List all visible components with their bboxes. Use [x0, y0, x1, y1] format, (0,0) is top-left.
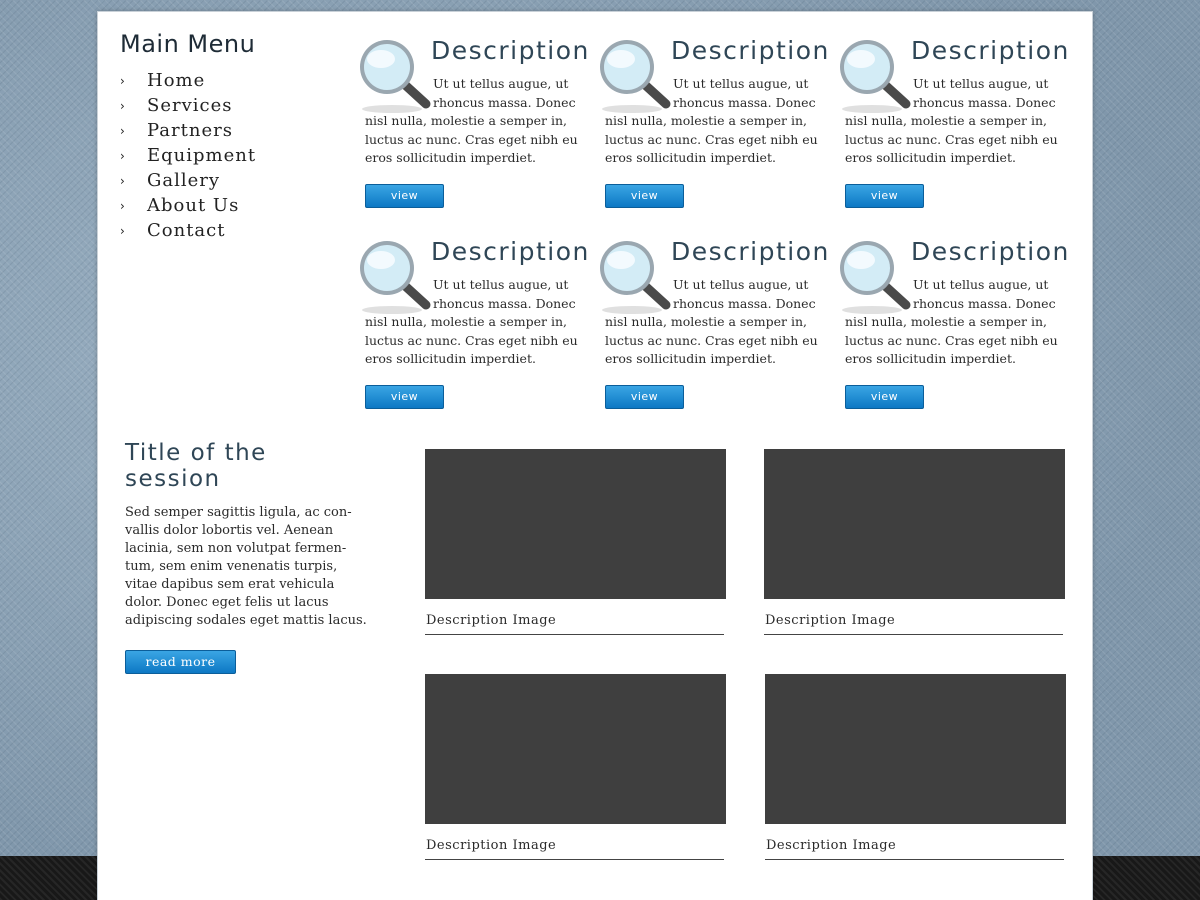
read-more-button[interactable]: read more	[125, 650, 236, 674]
image-caption: Description Image	[425, 613, 724, 635]
card-text	[845, 75, 1059, 168]
image-placeholder[interactable]	[425, 674, 726, 824]
card-text-content: Ut ut tellus augue, ut rhoncus massa. Donec nisl nulla, molestie a semper in, luctus ac nunc. Cras eget nibh eu eros sollicitudin imperdiet.	[845, 76, 1058, 165]
main-panel	[97, 11, 1093, 900]
feature-card	[356, 237, 590, 427]
card-title: Description	[911, 237, 1070, 266]
card-title: Description	[911, 36, 1070, 65]
main-menu	[120, 30, 340, 243]
feature-card	[596, 237, 830, 427]
menu-list	[120, 68, 340, 243]
image-placeholder[interactable]	[764, 449, 1065, 599]
image-placeholder[interactable]	[425, 449, 726, 599]
card-text-content: Ut ut tellus augue, ut rhoncus massa. Donec nisl nulla, molestie a semper in, luctus ac nunc. Cras eget nibh eu eros sollicitudin imperdiet.	[365, 277, 578, 366]
image-card	[765, 674, 1066, 860]
session-title: Title of the session	[125, 440, 267, 492]
menu-item-equipment[interactable]	[120, 143, 340, 168]
image-card	[764, 449, 1065, 635]
menu-item-home[interactable]	[120, 68, 340, 93]
image-caption: Description Image	[765, 838, 1064, 860]
image-card	[425, 449, 726, 635]
image-placeholder[interactable]	[765, 674, 1066, 824]
card-title: Description	[431, 237, 590, 266]
card-title: Description	[671, 237, 830, 266]
card-text	[845, 276, 1059, 369]
feature-card	[356, 36, 590, 226]
card-text	[365, 276, 579, 369]
image-caption: Description Image	[764, 613, 1063, 635]
menu-item-label[interactable]: About Us	[147, 195, 240, 216]
card-title: Description	[431, 36, 590, 65]
card-text-content: Ut ut tellus augue, ut rhoncus massa. Donec nisl nulla, molestie a semper in, luctus ac nunc. Cras eget nibh eu eros sollicitudin imperdiet.	[365, 76, 578, 165]
chevron-right-icon: ›	[120, 223, 125, 238]
card-text	[605, 75, 819, 168]
card-text-content: Ut ut tellus augue, ut rhoncus massa. Donec nisl nulla, molestie a semper in, luctus ac nunc. Cras eget nibh eu eros sollicitudin imperdiet.	[605, 76, 818, 165]
menu-item-about-us[interactable]	[120, 193, 340, 218]
chevron-right-icon: ›	[120, 173, 125, 188]
view-button[interactable]: view	[605, 385, 684, 409]
menu-item-gallery[interactable]	[120, 168, 340, 193]
image-caption: Description Image	[425, 838, 724, 860]
card-title: Description	[671, 36, 830, 65]
feature-card	[836, 36, 1070, 226]
image-card	[425, 674, 726, 860]
session-section	[125, 440, 370, 669]
view-button[interactable]: view	[605, 184, 684, 208]
menu-item-label[interactable]: Services	[147, 95, 233, 116]
card-text-content: Ut ut tellus augue, ut rhoncus massa. Donec nisl nulla, molestie a semper in, luctus ac nunc. Cras eget nibh eu eros sollicitudin imperdiet.	[845, 277, 1058, 366]
card-text-content: Ut ut tellus augue, ut rhoncus massa. Donec nisl nulla, molestie a semper in, luctus ac nunc. Cras eget nibh eu eros sollicitudin imperdiet.	[605, 277, 818, 366]
menu-title: Main Menu	[120, 30, 256, 58]
menu-item-contact[interactable]	[120, 218, 340, 243]
feature-card	[596, 36, 830, 226]
menu-item-label[interactable]: Gallery	[147, 170, 221, 191]
view-button[interactable]: view	[365, 184, 444, 208]
menu-item-services[interactable]	[120, 93, 340, 118]
menu-item-label[interactable]: Partners	[147, 120, 233, 141]
view-button[interactable]: view	[365, 385, 444, 409]
chevron-right-icon: ›	[120, 198, 125, 213]
menu-item-label[interactable]: Equipment	[147, 145, 257, 166]
view-button[interactable]: view	[845, 385, 924, 409]
feature-card	[836, 237, 1070, 427]
view-button[interactable]: view	[845, 184, 924, 208]
menu-item-label[interactable]: Contact	[147, 220, 226, 241]
menu-item-label[interactable]: Home	[147, 70, 206, 91]
chevron-right-icon: ›	[120, 73, 125, 88]
menu-item-partners[interactable]	[120, 118, 340, 143]
session-text: Sed semper sagittis ligula, ac con-vallis dolor lobortis vel. Aenean lacinia, sem non volutpat fermen-tum, sem enim venenatis turpis, vitae dapibus sem erat vehicula dolor. Donec eget felis ut lacus adipiscing sodales eget mattis lacus.	[125, 505, 367, 628]
card-text	[365, 75, 579, 168]
chevron-right-icon: ›	[120, 148, 125, 163]
card-text	[605, 276, 819, 369]
chevron-right-icon: ›	[120, 123, 125, 138]
chevron-right-icon: ›	[120, 98, 125, 113]
